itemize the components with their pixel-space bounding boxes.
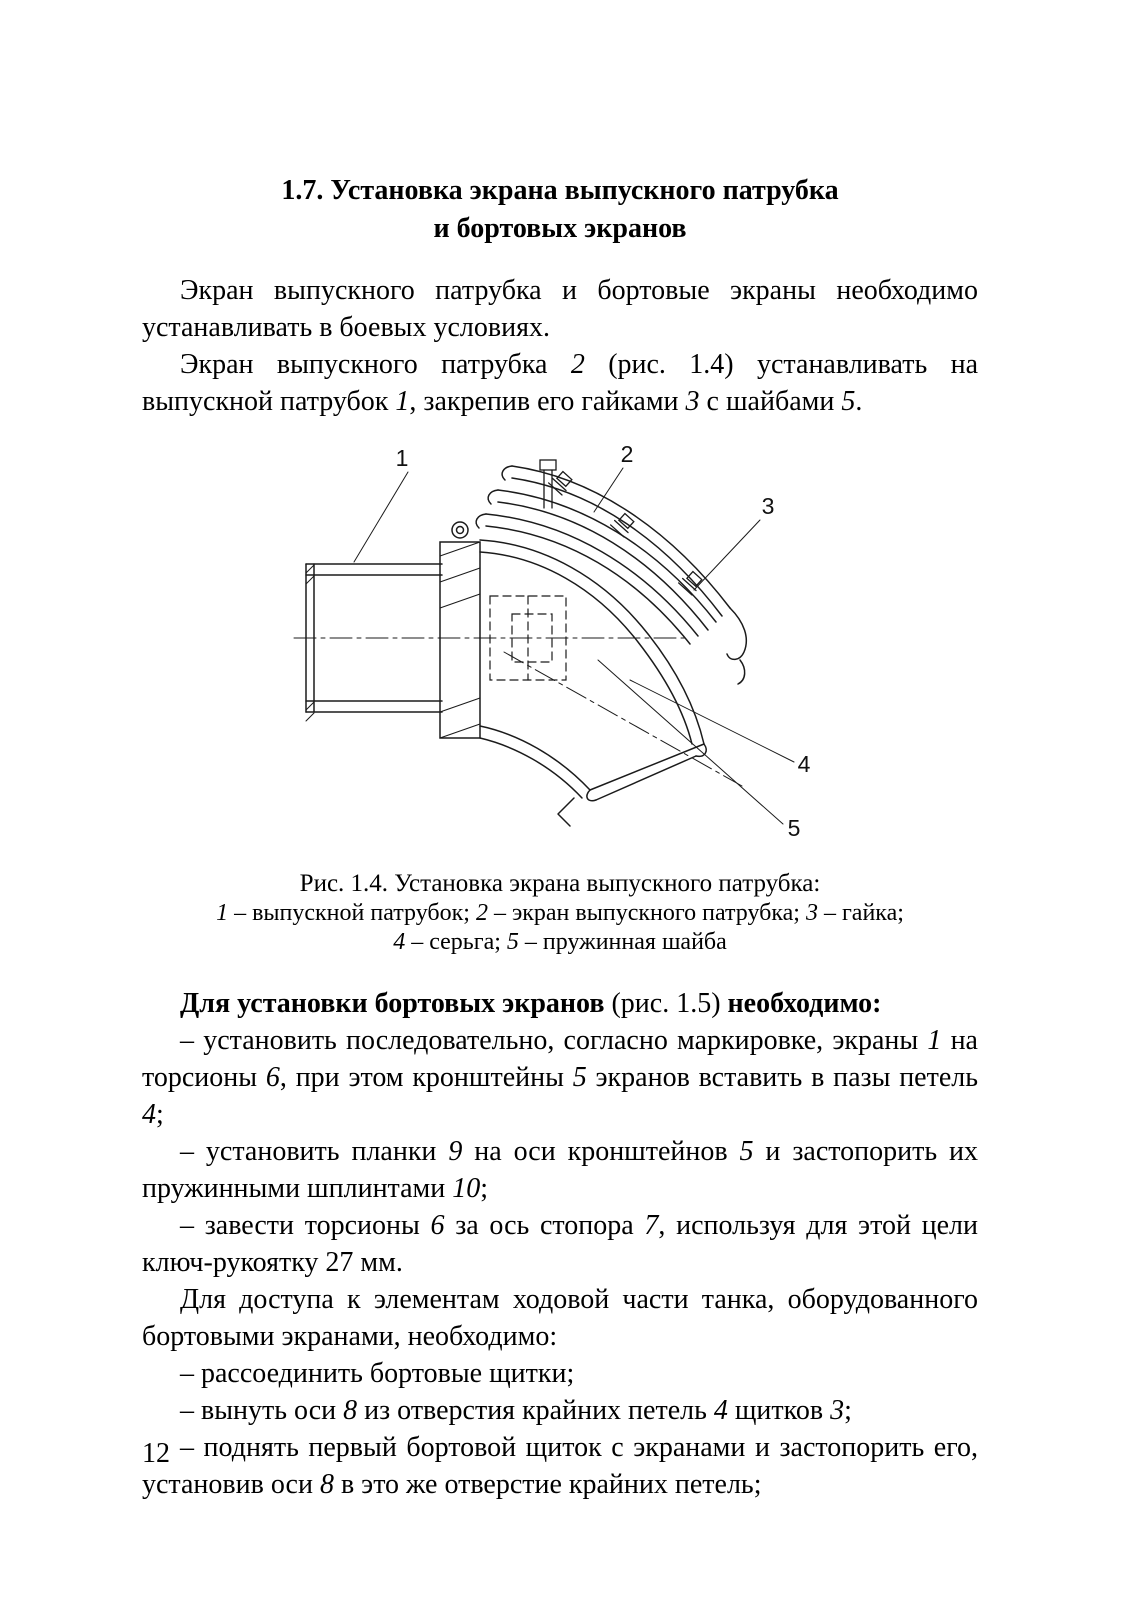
flange-drawing: [440, 522, 480, 738]
bolt-assemblies-drawing: [540, 460, 704, 595]
paragraph-intro: Экран выпускного патрубка и бортовые экраны необходимо устанавливать в боевых условиях.: [142, 275, 978, 343]
figure-caption-legend-line2: 4 – серьга; 5 – пружинная шайба: [393, 929, 727, 955]
list-item-install-screens: – установить последовательно, согласно маркировке, экраны 1 на торсионы 6, при этом кронштейны 5 экранов вставить в пазы петель 4;: [142, 1025, 979, 1130]
figure-1-4: [142, 446, 978, 957]
page-content: [142, 172, 978, 1503]
paragraph-access-heading: Для доступа к элементам ходовой части танка, оборудованного бортовыми экранами, необходимо:: [142, 1284, 978, 1352]
exhaust-screen-drawing: [480, 540, 706, 826]
figure-callout-4: 4: [797, 751, 811, 777]
list-item-disconnect-shields: – рассоединить бортовые щитки;: [180, 1358, 575, 1389]
figure-callout-5: 5: [787, 815, 801, 841]
section-title-line2: и бортовых экранов: [433, 213, 687, 244]
exhaust-pipe-drawing: [306, 564, 442, 721]
list-item-install-plates: – установить планки 9 на оси кронштейнов 5 и застопорить их пружинными шплинтами 10;: [142, 1136, 978, 1204]
paragraph-side-screens-heading: Для установки бортовых экранов (рис. 1.5) необходимо:: [180, 988, 882, 1019]
figure-callout-3: 3: [761, 493, 775, 519]
figure-caption-title: Рис. 1.4. Установка экрана выпускного патрубка:: [299, 870, 821, 897]
list-item-torsions: – завести торсионы 6 за ось стопора 7, используя для этой цели ключ-рукоятку 27 мм.: [142, 1210, 978, 1278]
list-item-lift-shield: – поднять первый бортовой щиток с экранами и застопорить его, установив оси 8 в это же отверстие крайних петель;: [142, 1432, 978, 1500]
section-title-line1: 1.7. Установка экрана выпускного патрубка: [281, 175, 839, 206]
figure-callout-1: 1: [395, 446, 409, 471]
figure-caption-legend-line1: 1 – выпускной патрубок; 2 – экран выпускного патрубка; 3 – гайка;: [216, 900, 904, 926]
callout-leader-lines: [354, 468, 794, 824]
section-title: [142, 172, 978, 248]
technical-drawing-exhaust-screen: [290, 446, 830, 856]
screen-louvers-drawing: [476, 466, 746, 684]
centerline-duct-axis-icon: [504, 652, 742, 786]
figure-callout-2: 2: [620, 446, 634, 467]
figure-caption: [142, 868, 978, 957]
list-item-remove-axes: – вынуть оси 8 из отверстия крайних петель 4 щитков 3;: [180, 1395, 852, 1426]
page-number: 12: [142, 1438, 170, 1469]
paragraph-install-screen: Экран выпускного патрубка 2 (рис. 1.4) устанавливать на выпускной патрубок 1, закрепив его гайками 3 с шайбами 5.: [142, 349, 979, 417]
